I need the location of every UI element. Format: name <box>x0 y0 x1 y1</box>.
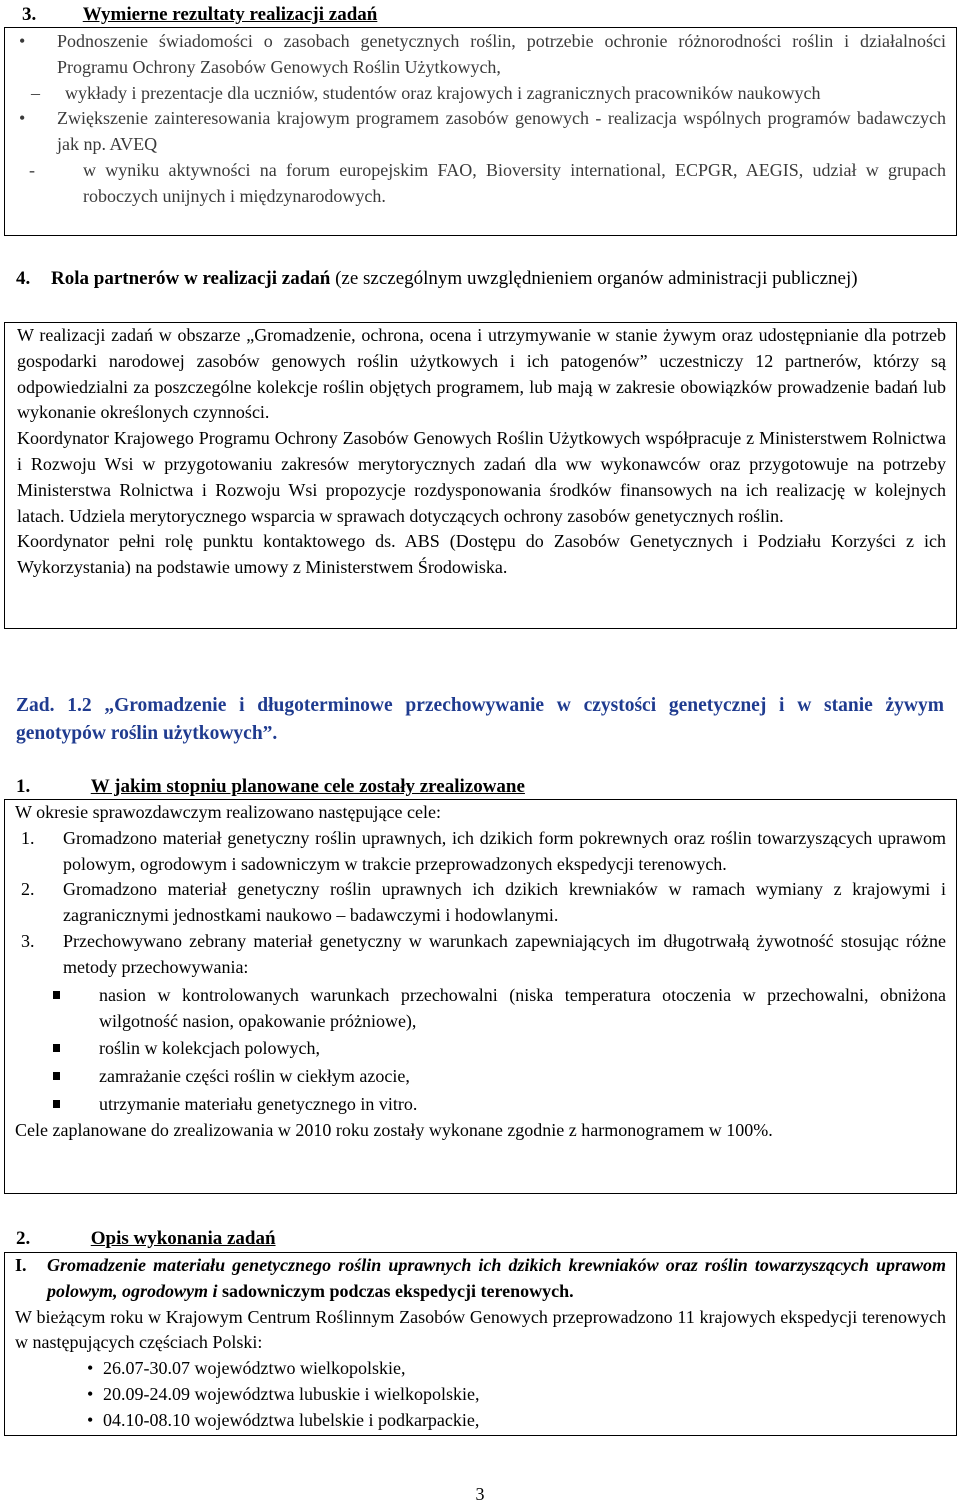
paragraph: W bieżącym roku w Krajowym Centrum Roślinnym Zasobów Genowych przeprowadzono 11 krajowych ekspedycji terenowych w następujących częściach Polski: <box>15 1306 946 1353</box>
square-bullet-icon <box>53 1100 60 1108</box>
bullet-text: Podnoszenie świadomości o zasobach genetycznych roślin, potrzebie ochronie różnorodności roślin i działalności Programu Ochrony Zasobów Genowych Roślin Użytkowych, <box>57 31 946 77</box>
method-item <box>15 1034 946 1062</box>
bullet-text: Zwiększenie zainteresowania krajowym programem zasobów genowych - realizacja wspólnych programów badawczych jak np. AVEQ <box>57 108 946 155</box>
summary-text: Cele zaplanowane do zrealizowania w 2010 roku zostały wykonane zgodnie z harmonogramem w 100%. <box>15 1119 773 1140</box>
item-number: 3. <box>21 930 35 951</box>
bullet-icon: • <box>87 1383 94 1404</box>
paragraph: W realizacji zadań w obszarze „Gromadzenie, ochrona, ocena i utrzymywanie w stanie żywym oraz udostępnianie dla potrzeb gospodarki narodowej zasobów genowych roślin użytkowych i ich patogenów” uczestniczy 12 partnerów, którzy są odpowiedzialni za poszczególne kolekcje roślin objętych programem, lub mają w zakresie obowiązków prowadzenie badań lub wykonanie określonych czynności. <box>17 325 946 423</box>
dash-item <box>9 158 946 210</box>
bullet-icon: • <box>87 1358 94 1379</box>
bullet-item <box>9 29 946 81</box>
item-number: 2. <box>21 879 35 900</box>
method-text: zamrażanie części roślin w ciekłym azocie, <box>99 1065 410 1086</box>
section-4-heading <box>16 266 944 292</box>
subheading-italic: Gromadzenie materiału genetycznego roślin uprawnych ich dzikich krewniaków oraz roślin towarzyszących uprawom polowym, ogrodowym i <box>47 1255 946 1301</box>
bullet-icon: • <box>19 31 26 51</box>
item-number: 1. <box>21 827 35 848</box>
subsection-2-heading <box>16 1226 916 1252</box>
section-4-title-rest: (ze szczególnym uwzględnieniem organów administracji publicznej) <box>335 268 858 289</box>
item-text: Gromadzono materiał genetyczny roślin uprawnych, ich dzikich form pokrewnych oraz roślin towarzyszących uprawom polowym, ogrodowym i sadowniczym w trakcie przeprowadzonych ekspedycji terenowych. <box>63 827 946 874</box>
numbered-item <box>15 929 946 981</box>
subheading-number: I. <box>15 1255 27 1275</box>
section-4-title-bold: Rola partnerów w realizacji zadań <box>51 268 331 289</box>
paragraph: Koordynator pełni rolę punktu kontaktowego ds. ABS (Dostępu do Zasobów Genetycznych i Podziału Korzyści z ich Wykorzystania) na podstawie umowy z Ministerstwem Środowiska. <box>17 531 946 578</box>
dash-text: w wyniku aktywności na forum europejskim FAO, Bioversity international, ECPGR, AEGIS, udział w grupach roboczych unijnych i międzynarodowych. <box>83 159 946 206</box>
dash-icon: - <box>29 159 35 180</box>
expedition-text: 20.09-24.09 województwa lubuskie i wielkopolskie, <box>103 1383 480 1404</box>
square-bullet-icon <box>53 991 60 999</box>
section-3-heading <box>22 2 922 28</box>
methods-list <box>15 981 946 1118</box>
section-3-title: Wymierne rezultaty realizacji zadań <box>82 4 378 25</box>
expedition-text: 26.07-30.07 województwo wielkopolskie, <box>103 1358 406 1379</box>
expedition-item <box>15 1408 946 1434</box>
dash-text: wykłady i prezentacje dla uczniów, studentów oraz krajowych i zagranicznych pracowników naukowych <box>65 82 821 103</box>
numbered-item <box>15 877 946 929</box>
section-3-box <box>4 27 957 236</box>
subsection-1-box <box>4 799 957 1194</box>
item-text: Przechowywano zebrany materiał genetyczny w warunkach zapewniających im długotrwałą żywotność stosując różne metody przechowywania: <box>63 930 946 977</box>
subsection-1-title: W jakim stopniu planowane cele zostały zrealizowane <box>90 776 525 797</box>
numbered-item <box>15 826 946 878</box>
task-title: Zad. 1.2 „Gromadzenie i długoterminowe przechowywanie w czystości genetycznej i w stanie żywym genotypów roślin użytkowych”. <box>16 695 944 744</box>
bullet-icon: • <box>19 108 26 129</box>
subsection-1-number: 1. <box>16 776 31 797</box>
subheading-plain: sadowniczym podczas ekspedycji terenowych. <box>222 1280 574 1301</box>
paragraph: Koordynator Krajowego Programu Ochrony Zasobów Genowych Roślin Użytkowych współpracuje z Ministerstwem Rolnictwa i Rozwoju Wsi w przygotowaniu zakresów merytorycznych zadań dla ww wykonawców oraz przygotowuje na potrzeby Ministerstwa Rolnictwa i Rozwoju Wsi propozycje rozdysponowania środków finansowych na ich realizację w kolejnych latach. Udziela merytorycznego wsparcia w sprawach dotyczących ochrony zasobów genetycznych roślin. <box>17 428 946 526</box>
method-text: roślin w kolekcjach polowych, <box>99 1037 320 1058</box>
section-3-number: 3. <box>22 4 37 25</box>
expedition-item <box>15 1356 946 1382</box>
subsection-2-subheading <box>15 1253 946 1305</box>
method-text: nasion w kontrolowanych warunkach przechowalni (niska temperatura otoczenia w przechowalni, obniżona wilgotność nasion, opakowanie próżniowe), <box>99 984 946 1031</box>
subsection-2-title: Opis wykonania zadań <box>90 1228 276 1249</box>
item-text: Gromadzono materiał genetyczny roślin uprawnych ich dzikich krewniaków w ramach wymiany z krajowymi i zagranicznymi jednostkami naukowo – badawczymi i hodowlanymi. <box>63 879 946 926</box>
dash-icon: – <box>31 82 40 103</box>
square-bullet-icon <box>53 1044 60 1052</box>
method-item <box>15 982 946 1034</box>
page-number: 3 <box>475 1484 485 1504</box>
expedition-item <box>15 1382 946 1408</box>
subsection-2-number: 2. <box>16 1228 31 1249</box>
bullet-item <box>9 106 946 158</box>
section-4-box <box>4 322 957 629</box>
bullet-icon: • <box>87 1409 94 1430</box>
section-4-number: 4. <box>16 268 31 289</box>
method-text: utrzymanie materiału genetycznego in vitro. <box>99 1093 418 1114</box>
intro-text: W okresie sprawozdawczym realizowano następujące cele: <box>15 802 441 822</box>
method-item <box>15 1062 946 1090</box>
dash-item <box>9 81 946 107</box>
expedition-text: 04.10-08.10 województwa lubelskie i podkarpackie, <box>103 1409 480 1430</box>
subsection-2-box <box>4 1252 957 1436</box>
subsection-1-heading <box>16 774 916 800</box>
square-bullet-icon <box>53 1072 60 1080</box>
method-item <box>15 1090 946 1118</box>
